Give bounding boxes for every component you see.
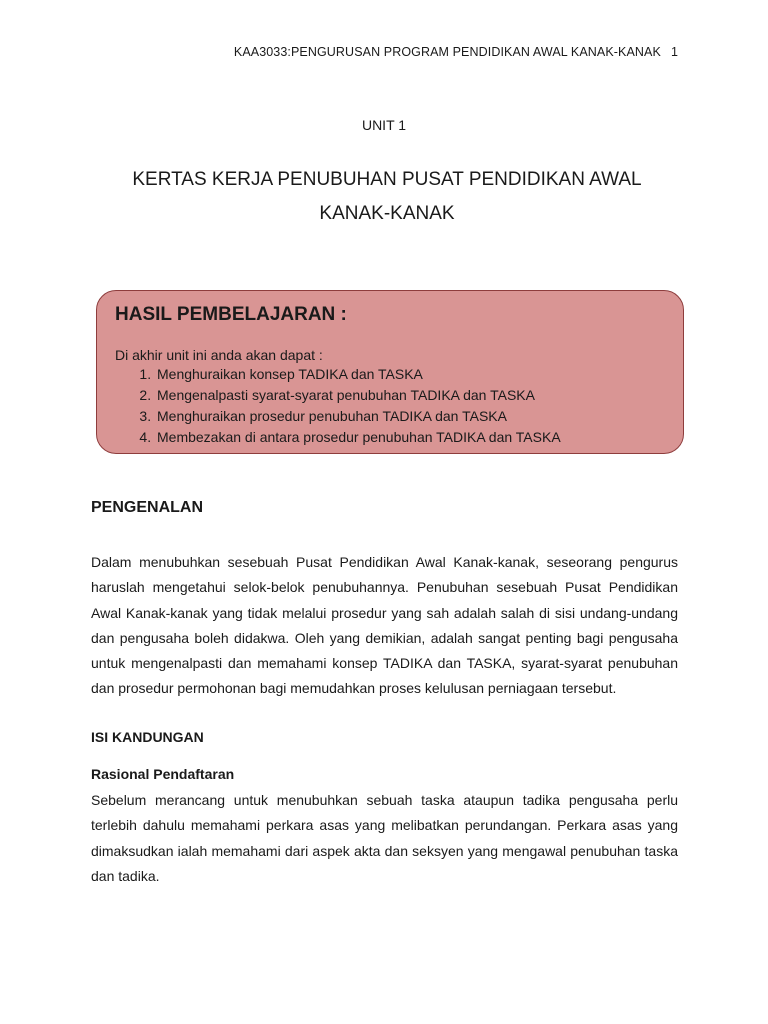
- unit-label: UNIT 1: [361, 117, 407, 133]
- learning-outcome-item: 3. Menghuraikan prosedur penubuhan TADIKA dan TASKA: [155, 406, 665, 427]
- learning-outcome-item: 4. Membezakan di antara prosedur penubuhan TADIKA dan TASKA: [155, 427, 665, 448]
- introduction-heading: PENGENALAN: [91, 499, 204, 516]
- contents-heading: ISI KANDUNGAN: [91, 729, 204, 745]
- page-number: 1: [670, 45, 678, 59]
- page-header: [0, 45, 678, 59]
- introduction-paragraph: Dalam menubuhkan sesebuah Pusat Pendidikan Awal Kanak-kanak, seseorang pengurus haruslah mengetahui selok-belok penubuhannya. Penubuhan sesebuah Pusat Pendidikan Awal Kanak-kanak yang tidak melalui prosedur yang sah adalah salah di sisi undang-undang dan pengusaha boleh didakwa. Oleh yang demikian, adalah sangat penting bagi pengusaha untuk mengenalpasti dan memahami konsep TADIKA dan TASKA, syarat-syarat penubuhan dan prosedur permohonan bagi memudahkan proses kelulusan perniagaan tersebut.: [91, 554, 678, 697]
- rationale-subheading: Rasional Pendaftaran: [91, 766, 235, 782]
- course-title: KAA3033:PENGURUSAN PROGRAM PENDIDIKAN AWAL KANAK-KANAK: [233, 45, 661, 59]
- learning-outcomes-list: [115, 364, 665, 448]
- learning-outcome-item: 2. Mengenalpasti syarat-syarat penubuhan TADIKA dan TASKA: [155, 385, 665, 406]
- document-title: KERTAS KERJA PENUBUHAN PUSAT PENDIDIKAN AWAL KANAK-KANAK: [132, 169, 642, 224]
- learning-outcomes-intro: Di akhir unit ini anda akan dapat :: [115, 347, 323, 363]
- learning-outcomes-box: [96, 290, 684, 454]
- learning-outcomes-heading: HASIL PEMBELAJARAN :: [115, 304, 347, 325]
- rationale-paragraph: Sebelum merancang untuk menubuhkan sebuah taska ataupun tadika pengusaha perlu terlebih dahulu memahami perkara asas yang melibatkan perundangan. Perkara asas yang dimaksudkan ialah memahami dari aspek akta dan seksyen yang mengawal penubuhan taska dan tadika.: [91, 792, 678, 884]
- learning-outcome-item: 1. Menghuraikan konsep TADIKA dan TASKA: [155, 364, 665, 385]
